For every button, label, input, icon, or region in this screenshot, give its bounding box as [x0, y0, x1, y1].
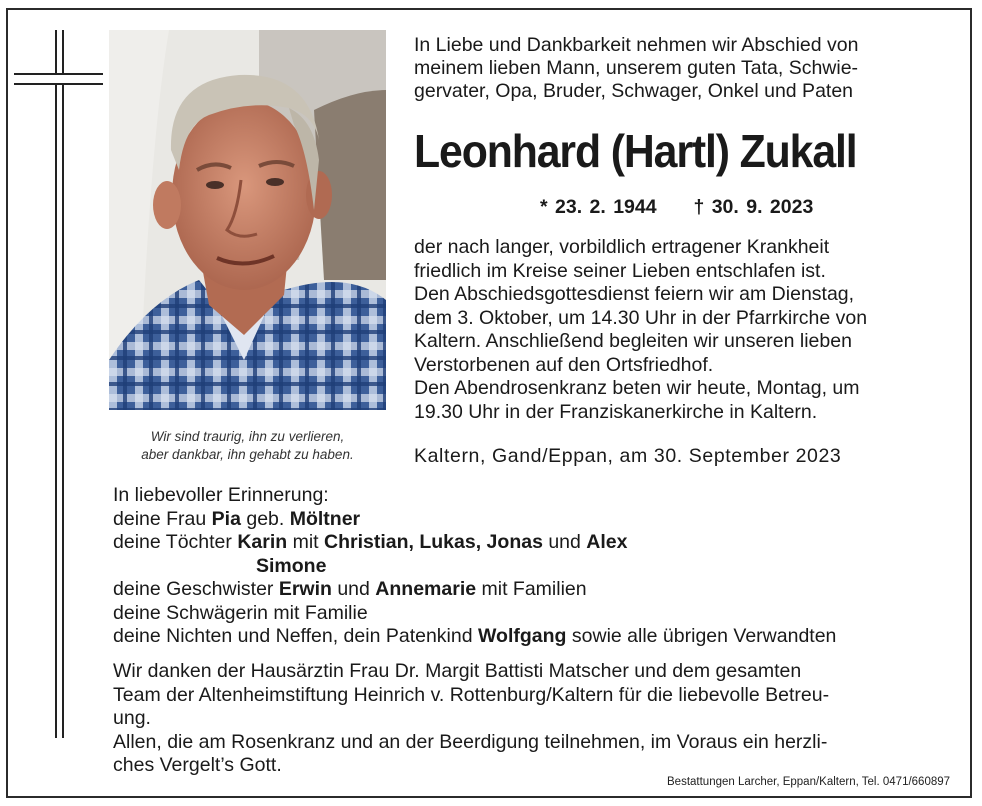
obituary-body — [414, 236, 867, 424]
mourner-daughter-2: Simone — [256, 554, 327, 577]
body-line: der nach langer, vorbildlich ertragener Krankheit — [414, 236, 830, 258]
body-line: 19.30 Uhr in der Franziskanerkirche in Kaltern. — [414, 400, 818, 423]
thanks-line: Allen, die am Rosenkranz und an der Beerdigung teilnehmen, im Voraus ein herzli- — [113, 730, 828, 753]
body-line: Den Abendrosenkranz beten wir heute, Montag, um — [414, 377, 860, 399]
mourners-list — [113, 484, 836, 649]
caption-line: aber dankbar, ihn gehabt zu haben. — [141, 447, 354, 462]
body-line: Kaltern. Anschließend begleiten wir unseren lieben — [414, 330, 852, 352]
undertaker-credit: Bestattungen Larcher, Eppan/Kaltern, Tel. 0471/660897 — [667, 776, 951, 788]
mourner-wife: deine Frau Pia geb. Möltner — [113, 507, 361, 530]
mourner-sister-in-law: deine Schwägerin mit Familie — [113, 601, 368, 624]
intro-line: In Liebe und Dankbarkeit nehmen wir Abschied von — [414, 34, 859, 56]
intro-line: meinem lieben Mann, unserem guten Tata, Schwie- — [414, 57, 859, 79]
mourner-siblings: deine Geschwister Erwin und Annemarie mit Familien — [113, 578, 587, 600]
thanks-line: ung. — [113, 707, 151, 729]
thanks-text — [113, 660, 829, 778]
caption-line: Wir sind traurig, ihn zu verlieren, — [150, 429, 345, 444]
intro-line: gervater, Opa, Bruder, Schwager, Onkel und Paten — [414, 80, 854, 102]
place-and-date: Kaltern, Gand/Eppan, am 30. September 2023 — [414, 445, 842, 467]
body-line: dem 3. Oktober, um 14.30 Uhr in der Pfarrkirche von — [414, 306, 868, 329]
body-line: Verstorbenen auf den Ortsfriedhof. — [414, 353, 714, 376]
body-line: friedlich im Kreise seiner Lieben entschlafen ist. — [414, 259, 826, 282]
mourners-heading: In liebevoller Erinnerung: — [113, 484, 329, 506]
body-line: Den Abschiedsgottesdienst feiern wir am Dienstag, — [414, 283, 855, 305]
death-date: † 30. 9. 2023 — [693, 196, 814, 218]
mourner-daughters: deine Töchter Karin mit Christian, Lukas, Jonas und Alex — [113, 531, 628, 553]
deceased-name: Leonhard (Hartl) Zukall — [414, 125, 857, 177]
mourner-nieces: deine Nichten und Neffen, dein Patenkind Wolfgang sowie alle übrigen Verwandten — [113, 625, 837, 647]
photo-caption — [109, 428, 386, 464]
thanks-line: Team der Altenheimstiftung Heinrich v. Rottenburg/Kaltern für die liebevolle Betreu- — [113, 683, 830, 706]
birth-date: * 23. 2. 1944 — [540, 196, 657, 218]
life-dates — [540, 196, 813, 219]
portrait-photo — [109, 30, 386, 410]
thanks-line: Wir danken der Hausärztin Frau Dr. Margit Battisti Matscher und dem gesamten — [113, 660, 802, 682]
thanks-line: ches Vergelt’s Gott. — [113, 754, 282, 776]
intro-text — [414, 34, 858, 103]
